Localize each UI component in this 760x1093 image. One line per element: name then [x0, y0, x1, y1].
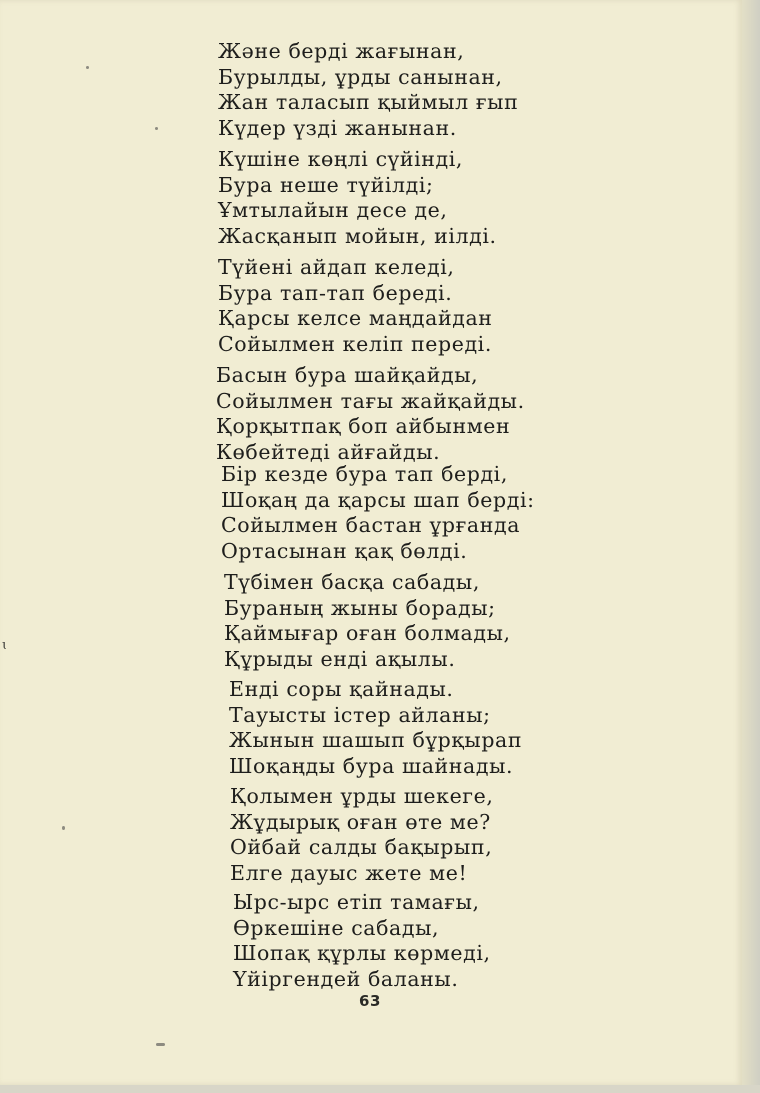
- page-edge-bottom: [0, 1085, 760, 1093]
- poem-line: Түбімен басқа сабады,: [224, 570, 480, 594]
- poem-line: Қаймығар оған болмады,: [224, 621, 511, 645]
- poem-line: Ойбай салды бақырып,: [230, 835, 493, 859]
- poem-line: Бір кезде бура тап берді,: [221, 462, 508, 486]
- poem-line: Басын бура шайқайды,: [216, 363, 479, 387]
- poem-line: Құрыды енді ақылы.: [224, 646, 456, 671]
- page-number: 63: [358, 992, 382, 1010]
- poem-line: Қолымен ұрды шекеге,: [230, 784, 494, 808]
- page-edge-right: [742, 0, 760, 1093]
- poem-line: Жынын шашып бұрқырап: [229, 728, 523, 752]
- poem-line: Бураның жыны борады;: [224, 595, 496, 620]
- poem-line: Жұдырық оған өте ме?: [230, 809, 491, 834]
- poem-line: Және берді жағынан,: [218, 39, 465, 63]
- poem-line: Елге дауыс жете ме!: [230, 860, 468, 885]
- poem-line: Шопақ құрлы көрмеді,: [233, 941, 491, 965]
- stanza-1: [218, 39, 518, 141]
- stanza-9: [233, 890, 491, 992]
- poem-line: Өркешіне сабады,: [233, 915, 440, 940]
- stanza-2: [218, 147, 497, 249]
- poem-line: Сойылмен келіп переді.: [218, 331, 492, 356]
- paper-speck: [156, 1043, 165, 1046]
- poem-line: Сойылмен бастан ұрғанда: [221, 513, 521, 537]
- poem-line: Жан таласып қыймыл ғып: [218, 90, 519, 114]
- poem-line: Жасқанып мойын, иілді.: [218, 223, 497, 248]
- paper-speck: [62, 826, 65, 830]
- poem-line: Шоқаң да қарсы шап берді:: [221, 487, 535, 512]
- poem-line: Бура неше түйілді;: [218, 172, 434, 197]
- stanza-5: [221, 462, 535, 564]
- paper-speck: [86, 66, 89, 69]
- poem-line: Тауысты істер айланы;: [229, 702, 491, 727]
- poem-line: Көбейтеді айғайды.: [216, 439, 441, 464]
- poem-line: Қорқытпақ боп айбынмен: [216, 414, 511, 438]
- stanza-6: [224, 570, 511, 672]
- poem-line: Енді соры қайнады.: [229, 677, 454, 701]
- stanza-8: [230, 784, 494, 886]
- poem-line: Бура тап-тап береді.: [218, 280, 453, 305]
- poem-line: Күшіне көңлі сүйінді,: [218, 147, 464, 171]
- poem-line: Қарсы келсе маңдайдан: [218, 306, 493, 330]
- poem-line: Ұмтылайын десе де,: [218, 198, 448, 222]
- poem-line: Шоқаңды бура шайнады.: [229, 753, 514, 778]
- poem-line: Сойылмен тағы жайқайды.: [216, 388, 525, 413]
- poem-line: Ырс-ырс етіп тамағы,: [233, 890, 480, 914]
- poem-line: Түйені айдап келеді,: [218, 255, 455, 279]
- poem-line: Үйіргендей баланы.: [233, 966, 459, 991]
- stanza-7: [229, 677, 522, 779]
- stanza-4: [216, 363, 525, 465]
- stanza-3: [218, 255, 493, 357]
- poem-line: Күдер үзді жанынан.: [218, 115, 457, 140]
- poem-line: Ортасынан қақ бөлді.: [221, 538, 468, 563]
- margin-mark: ɩ: [2, 638, 8, 653]
- paper-speck: [155, 127, 158, 130]
- poem-line: Бурылды, ұрды санынан,: [218, 64, 503, 89]
